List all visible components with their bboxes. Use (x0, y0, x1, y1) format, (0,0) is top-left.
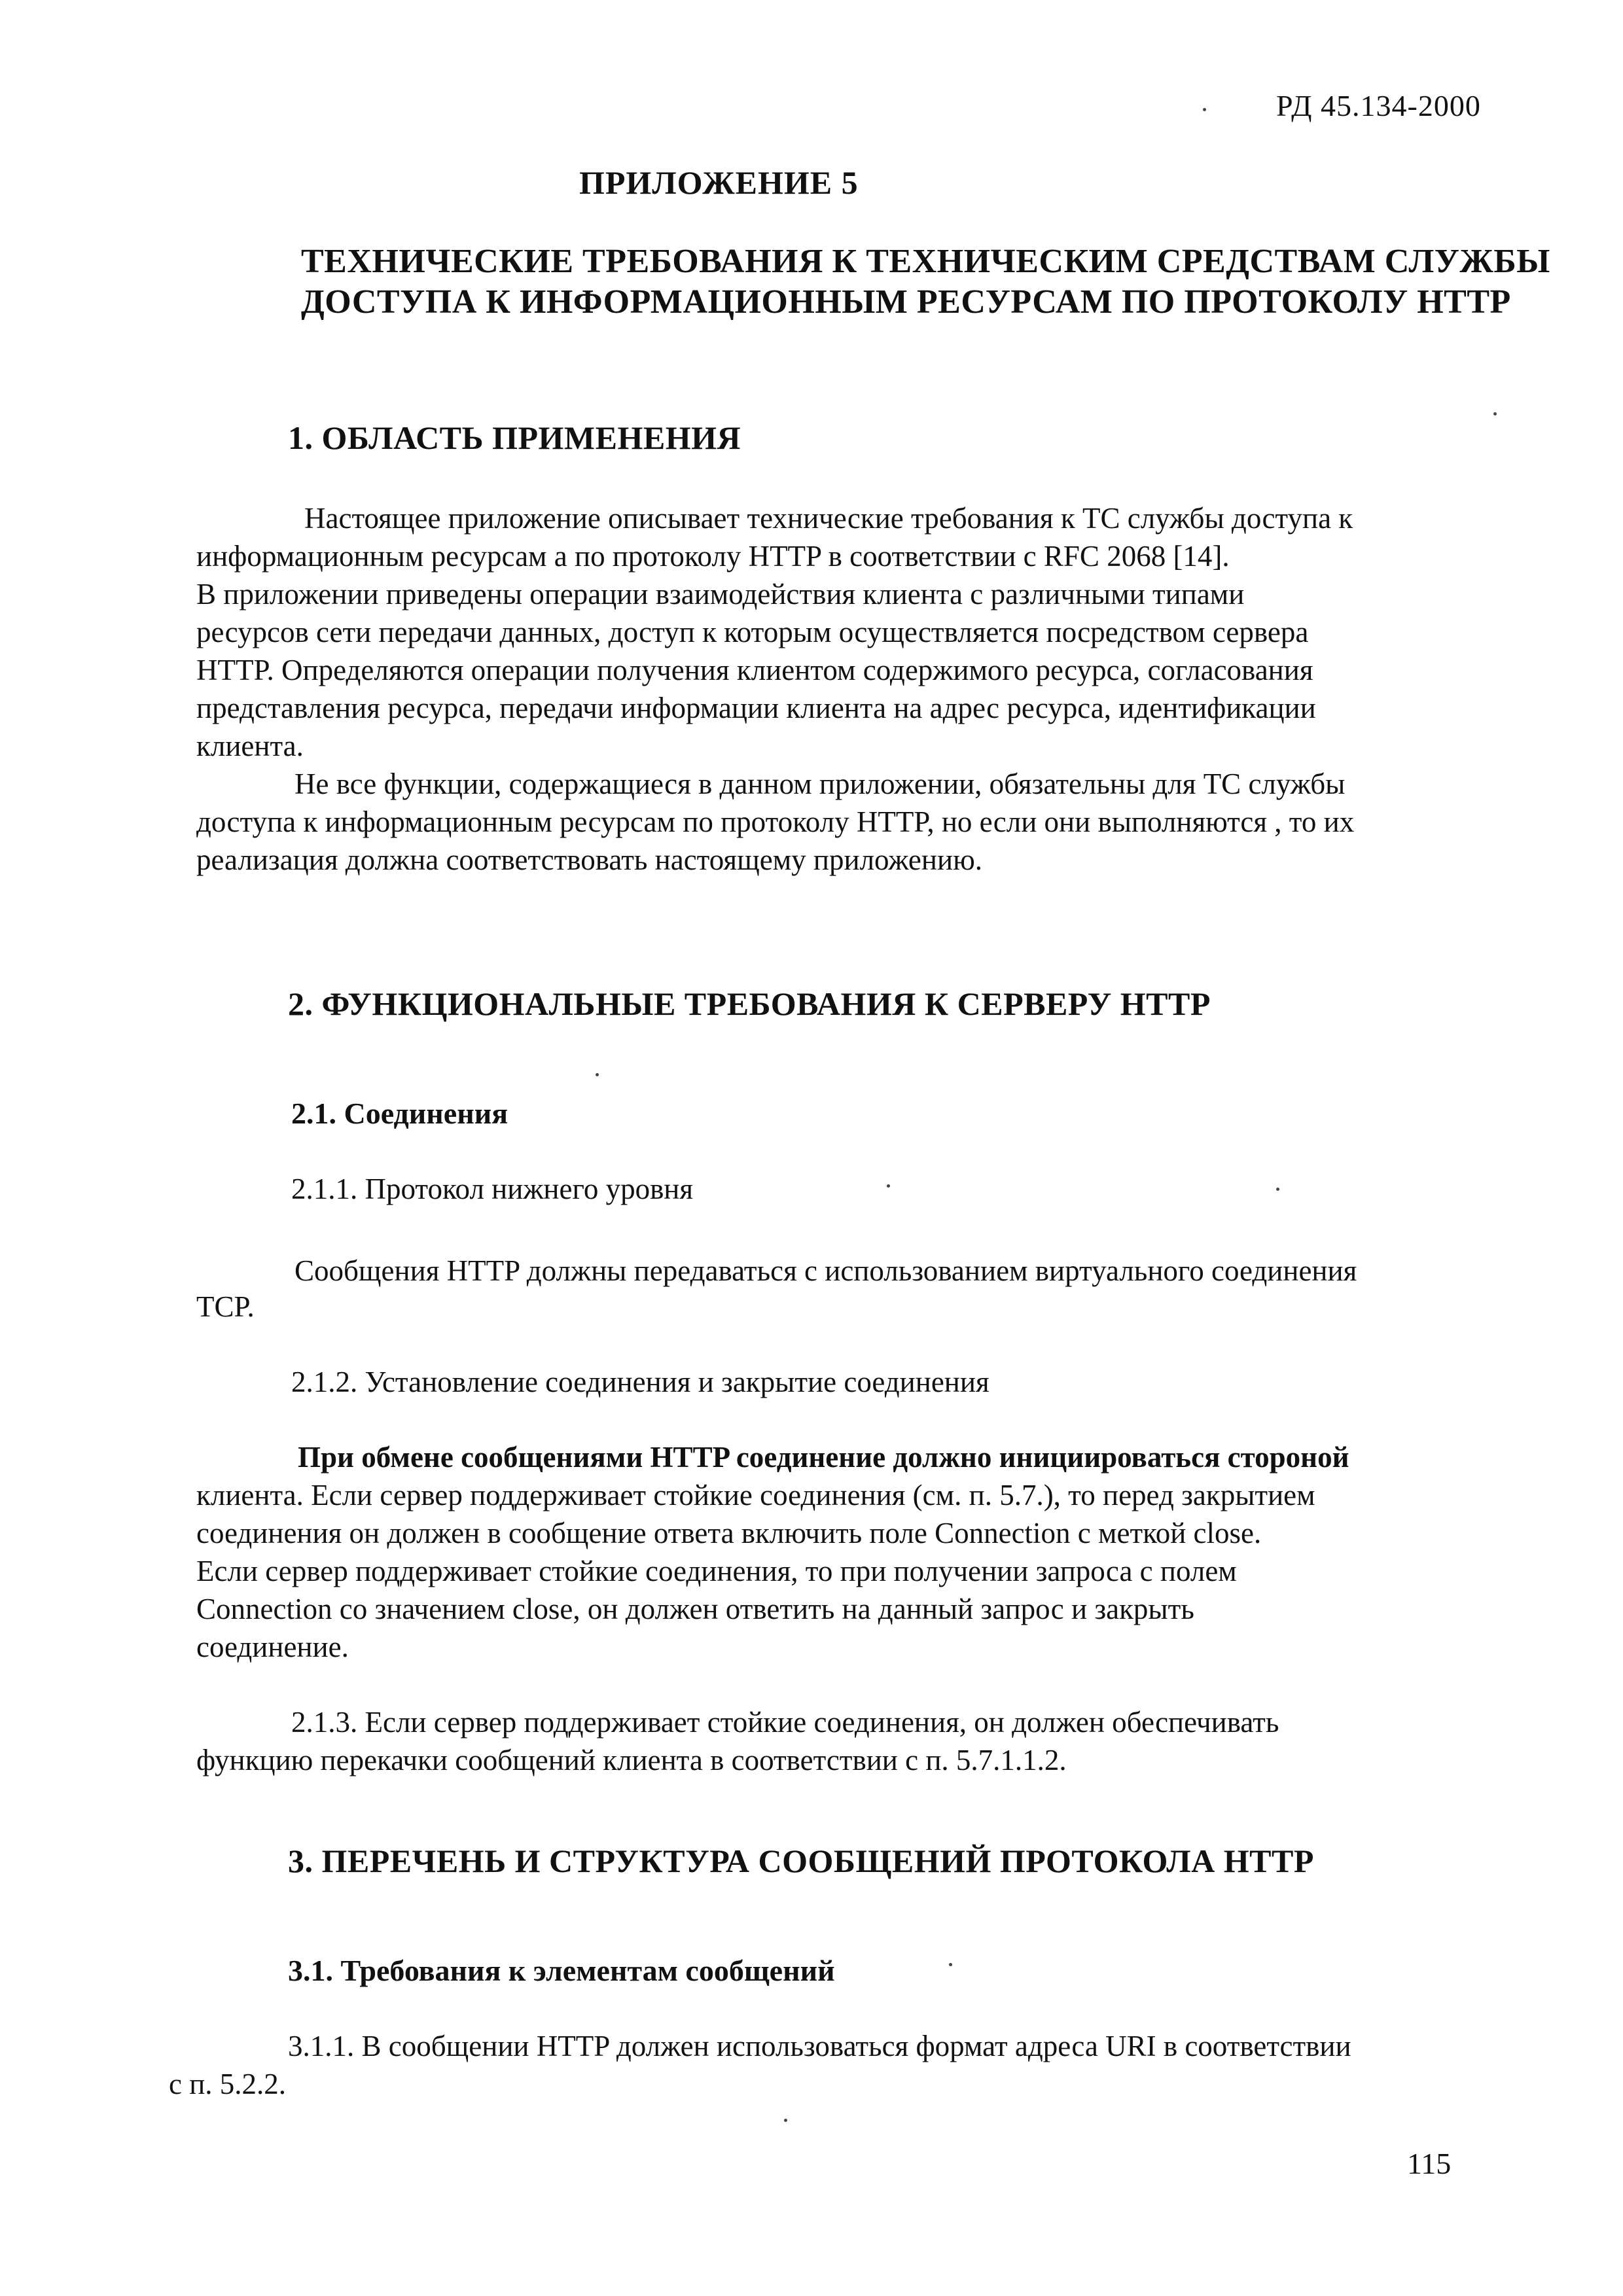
item-2-1-1-text: Сообщения HTTP должны передаваться с использованием виртуального соединения (294, 1254, 1357, 1287)
page-number: 115 (1407, 2147, 1452, 2180)
section-1-line: В приложении приведены операции взаимодействия клиента с различными типами (196, 578, 1245, 610)
scan-speck (1493, 412, 1497, 415)
section-1-line: представления ресурса, передачи информации клиента на адрес ресурса, идентификации (196, 692, 1316, 724)
section-3-heading: 3. ПЕРЕЧЕНЬ И СТРУКТУРА СООБЩЕНИЙ ПРОТОКОЛА HTTP (288, 1843, 1314, 1879)
item-2-1-2-text: клиента. Если сервер поддерживает стойкие соединения (см. п. 5.7.), то перед закрытием (196, 1479, 1315, 1511)
scan-speck (784, 2119, 787, 2122)
section-2-heading: 2. ФУНКЦИОНАЛЬНЫЕ ТРЕБОВАНИЯ К СЕРВЕРУ HTTP (288, 985, 1211, 1022)
main-title-line-2: ДОСТУПА К ИНФОРМАЦИОННЫМ РЕСУРСАМ ПО ПРОТОКОЛУ HTTP (301, 283, 1511, 321)
scan-speck (949, 1963, 952, 1966)
subsection-2-1-heading: 2.1. Соединения (291, 1097, 508, 1130)
section-1-line: Не все функции, содержащиеся в данном приложении, обязательны для ТС службы (294, 768, 1346, 800)
item-3-1-1-text: 3.1.1. В сообщении HTTP должен использоваться формат адреса URI в соответствии (288, 2030, 1351, 2062)
scan-speck (596, 1073, 599, 1076)
section-1-line: клиента. (196, 730, 304, 762)
item-3-1-1-text: с п. 5.2.2. (169, 2068, 287, 2100)
item-2-1-2-title: 2.1.2. Установление соединения и закрытие соединения (291, 1366, 990, 1398)
scan-speck (1276, 1188, 1279, 1191)
section-1-line: HTTP. Определяются операции получения клиентом содержимого ресурса, согласования (196, 654, 1313, 686)
item-2-1-2-text: При обмене сообщениями HTTP соединение должно инициироваться стороной (298, 1441, 1349, 1474)
section-1-heading: 1. ОБЛАСТЬ ПРИМЕНЕНИЯ (288, 419, 741, 456)
main-title-line-1: ТЕХНИЧЕСКИЕ ТРЕБОВАНИЯ К ТЕХНИЧЕСКИМ СРЕДСТВАМ СЛУЖБЫ (301, 243, 1550, 280)
section-1-line: информационным ресурсам а по протоколу HTTP в соответствии с RFC 2068 [14]. (196, 540, 1230, 573)
appendix-title: ПРИЛОЖЕНИЕ 5 (579, 164, 859, 201)
section-1-line: доступа к информационным ресурсам по протоколу HTTP, но если они выполняются , то их (196, 805, 1355, 838)
item-2-1-3-text: функцию перекачки сообщений клиента в соответствии с п. 5.7.1.1.2. (196, 1744, 1067, 1776)
section-1-line: Настоящее приложение описывает технические требования к ТС службы доступа к (304, 502, 1353, 535)
item-2-1-1-text: TCP. (196, 1290, 255, 1323)
section-1-line: реализация должна соответствовать настоящему приложению. (196, 843, 982, 876)
subsection-3-1-heading: 3.1. Требования к элементам сообщений (288, 1954, 835, 1987)
item-2-1-2-text: соединение. (196, 1631, 349, 1663)
document-code: РД 45.134-2000 (1276, 89, 1481, 122)
scan-speck (1203, 108, 1206, 111)
item-2-1-1-title: 2.1.1. Протокол нижнего уровня (291, 1173, 694, 1205)
item-2-1-2-text: Если сервер поддерживает стойкие соединения, то при получении запроса с полем (196, 1555, 1237, 1587)
item-2-1-3-text: 2.1.3. Если сервер поддерживает стойкие соединения, он должен обеспечивать (291, 1706, 1279, 1739)
item-2-1-2-text: Connection со значением close, он должен ответить на данный запрос и закрыть (196, 1593, 1194, 1625)
section-1-line: ресурсов сети передачи данных, доступ к которым осуществляется посредством сервера (196, 616, 1309, 648)
item-2-1-2-text: соединения он должен в сообщение ответа включить поле Connection с меткой close. (196, 1517, 1262, 1549)
scan-speck (887, 1184, 890, 1188)
